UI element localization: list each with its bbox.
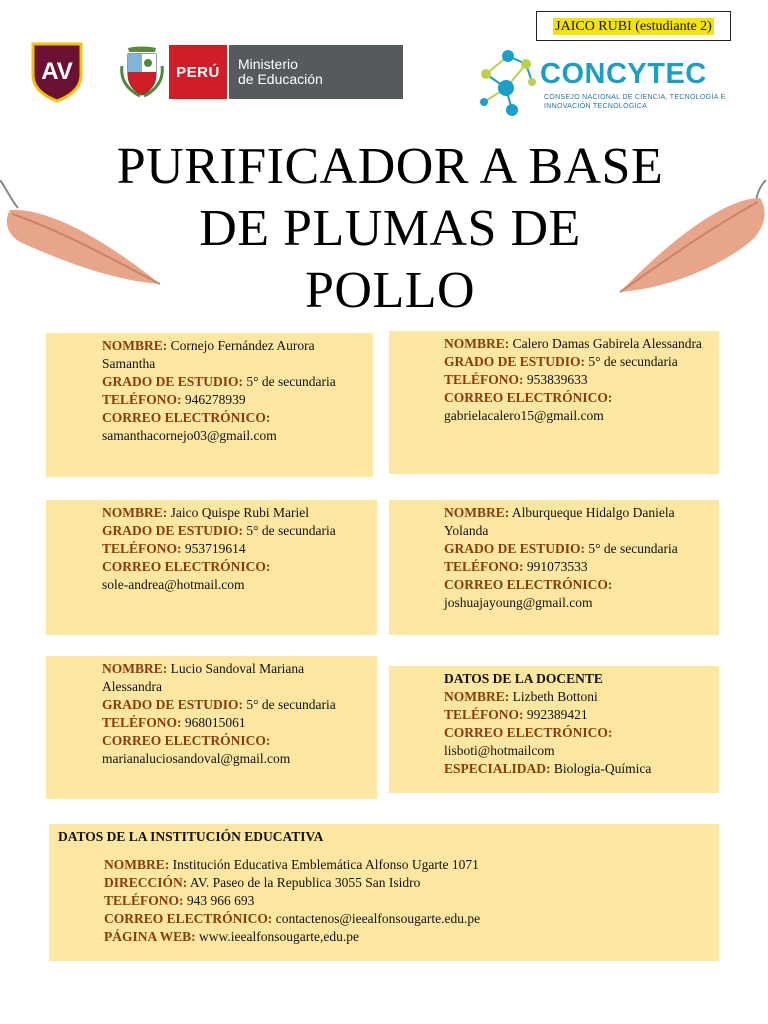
student-card-1 (46, 333, 373, 477)
student-name: NOMBRE: Lucio Sandoval Mariana Alessandra (102, 661, 305, 694)
student-email: sole-andrea@hotmail.com (102, 577, 245, 592)
student-email-label: CORREO ELECTRÓNICO: (444, 390, 613, 405)
student-grade: GRADO DE ESTUDIO: 5° de secundaria (102, 523, 336, 538)
concytec-name: CONCYTEC (540, 58, 707, 90)
teacher-email-label: CORREO ELECTRÓNICO: (444, 725, 613, 740)
peru-label: PERÚ (169, 45, 227, 99)
concytec-subtitle: CONSEJO NACIONAL DE CIENCIA, TECNOLOGÍA E INNOVACIÓN TECNOLÓGICA (544, 94, 726, 110)
institution-address: DIRECCIÓN: AV. Paseo de la Republica 3055 San Isidro (104, 875, 421, 890)
student-phone: TELÉFONO: 968015061 (102, 715, 246, 730)
student-card-3 (46, 500, 377, 635)
student-email: gabrielacalero15@gmail.com (444, 408, 604, 423)
school-initials: AV (41, 58, 73, 85)
ministry-line-1: Ministerio (238, 56, 298, 72)
student-grade: GRADO DE ESTUDIO: 5° de secundaria (444, 541, 678, 556)
teacher-name: NOMBRE: Lizbeth Bottoni (444, 689, 598, 704)
student-phone: TELÉFONO: 991073533 (444, 559, 588, 574)
institution-name: NOMBRE: Institución Educativa Emblemática Alfonso Ugarte 1071 (104, 857, 479, 872)
ministry-line-2: de Educación (238, 71, 323, 87)
student-card-4 (389, 500, 719, 635)
student-email-label: CORREO ELECTRÓNICO: (102, 559, 271, 574)
title-line-1: PURIFICADOR A BASE (116, 138, 664, 195)
teacher-header: DATOS DE LA DOCENTE (444, 671, 603, 686)
school-shield-logo (30, 41, 84, 103)
student-name: NOMBRE: Calero Damas Gabirela Alessandra (444, 336, 702, 351)
title-line-2: DE PLUMAS DE (199, 200, 581, 257)
student-email-label: CORREO ELECTRÓNICO: (102, 733, 271, 748)
institution-header: DATOS DE LA INSTITUCIÓN EDUCATIVA (58, 829, 324, 844)
national-coat-of-arms-icon (120, 46, 164, 98)
student-phone: TELÉFONO: 953719614 (102, 541, 246, 556)
teacher-card (389, 666, 719, 793)
institution-phone: TELÉFONO: 943 966 693 (104, 893, 255, 908)
institution-card (49, 824, 719, 961)
student-name: NOMBRE: Alburqueque Hidalgo Daniela Yolanda (444, 505, 675, 538)
title-line-3: POLLO (304, 262, 476, 319)
teacher-email: lisboti@hotmailcom (444, 743, 555, 758)
student-email-label: CORREO ELECTRÓNICO: (444, 577, 613, 592)
student-grade: GRADO DE ESTUDIO: 5° de secundaria (102, 697, 336, 712)
student-tag-text: JAICO RUBI (estudiante 2) (555, 18, 712, 34)
teacher-specialty: ESPECIALIDAD: Biologia-Química (444, 761, 652, 776)
student-phone: TELÉFONO: 953839633 (444, 372, 588, 387)
institution-email: CORREO ELECTRÓNICO: contactenos@ieealfonsougarte.edu.pe (104, 911, 481, 926)
student-email: samanthacornejo03@gmail.com (102, 428, 277, 443)
student-tag (536, 11, 731, 41)
student-card-2 (389, 331, 719, 474)
student-name: NOMBRE: Jaico Quispe Rubi Mariel (102, 505, 309, 520)
institution-website: PÁGINA WEB: www.ieealfonsougarte,edu.pe (104, 929, 359, 944)
student-email: marianaluciosandoval@gmail.com (102, 751, 291, 766)
student-email: joshuajayoung@gmail.com (444, 595, 593, 610)
ministry-text (227, 45, 403, 99)
student-grade: GRADO DE ESTUDIO: 5° de secundaria (102, 374, 336, 389)
teacher-phone: TELÉFONO: 992389421 (444, 707, 588, 722)
student-phone: TELÉFONO: 946278939 (102, 392, 246, 407)
ministry-of-education-logo (169, 45, 403, 99)
student-grade: GRADO DE ESTUDIO: 5° de secundaria (444, 354, 678, 369)
student-card-5 (46, 656, 377, 799)
project-title (60, 136, 720, 322)
student-email-label: CORREO ELECTRÓNICO: (102, 410, 271, 425)
student-name: NOMBRE: Cornejo Fernández Aurora Samantha (102, 338, 315, 371)
